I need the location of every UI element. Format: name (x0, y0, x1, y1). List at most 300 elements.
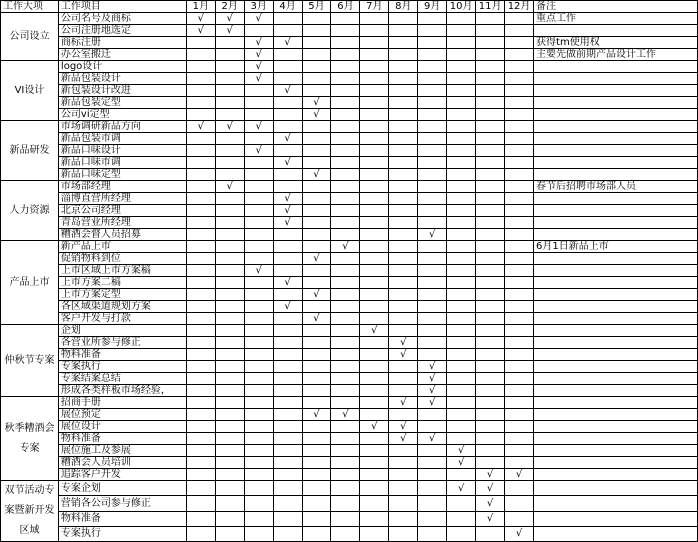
month-cell[interactable] (186, 337, 215, 349)
check-mark-cell[interactable]: √ (360, 421, 389, 433)
category-cell[interactable]: 秋季糟酒会专案 (1, 397, 59, 481)
month-cell[interactable] (476, 409, 505, 421)
month-cell[interactable] (273, 337, 302, 349)
month-cell[interactable] (505, 301, 534, 313)
month-cell[interactable] (389, 481, 418, 496)
month-cell[interactable] (389, 469, 418, 481)
remark-cell[interactable] (534, 337, 698, 349)
month-cell[interactable] (505, 481, 534, 496)
month-cell[interactable] (331, 445, 360, 457)
month-cell[interactable] (360, 337, 389, 349)
month-cell[interactable] (360, 457, 389, 469)
month-cell[interactable] (360, 61, 389, 73)
month-cell[interactable] (302, 145, 331, 157)
check-mark-cell[interactable]: √ (215, 181, 244, 193)
month-cell[interactable] (389, 445, 418, 457)
check-mark-cell[interactable]: √ (302, 409, 331, 421)
month-cell[interactable] (215, 526, 244, 541)
month-cell[interactable] (360, 169, 389, 181)
month-cell[interactable] (447, 49, 476, 61)
month-cell[interactable] (476, 361, 505, 373)
month-cell[interactable] (302, 205, 331, 217)
month-cell[interactable] (360, 253, 389, 265)
month-cell[interactable] (360, 73, 389, 85)
month-cell[interactable] (302, 13, 331, 25)
month-cell[interactable] (302, 241, 331, 253)
month-cell[interactable] (244, 133, 273, 145)
month-cell[interactable] (244, 229, 273, 241)
category-cell[interactable]: 公司设立 (1, 13, 59, 61)
month-cell[interactable] (244, 526, 273, 541)
item-cell[interactable]: 新品口味定型 (58, 169, 186, 181)
month-cell[interactable] (418, 313, 447, 325)
month-cell[interactable] (331, 526, 360, 541)
month-cell[interactable] (505, 265, 534, 277)
item-cell[interactable]: 专案企划 (58, 481, 186, 496)
month-cell[interactable] (505, 133, 534, 145)
month-cell[interactable] (505, 496, 534, 511)
item-cell[interactable]: 上市方案定型 (58, 289, 186, 301)
month-cell[interactable] (360, 526, 389, 541)
month-cell[interactable] (476, 457, 505, 469)
month-cell[interactable] (215, 397, 244, 409)
month-cell[interactable] (302, 25, 331, 37)
month-cell[interactable] (302, 73, 331, 85)
month-cell[interactable] (215, 73, 244, 85)
month-cell[interactable] (476, 421, 505, 433)
month-cell[interactable] (389, 511, 418, 526)
month-cell[interactable] (476, 373, 505, 385)
month-cell[interactable] (331, 133, 360, 145)
month-cell[interactable] (302, 85, 331, 97)
month-cell[interactable] (273, 496, 302, 511)
month-cell[interactable] (476, 349, 505, 361)
month-cell[interactable] (215, 457, 244, 469)
month-cell[interactable] (244, 421, 273, 433)
month-cell[interactable] (389, 25, 418, 37)
month-cell[interactable] (360, 37, 389, 49)
month-cell[interactable] (418, 205, 447, 217)
month-cell[interactable] (418, 325, 447, 337)
month-cell[interactable] (215, 421, 244, 433)
month-cell[interactable] (505, 205, 534, 217)
month-cell[interactable] (505, 397, 534, 409)
month-cell[interactable] (476, 229, 505, 241)
item-cell[interactable]: 追踪客户开发 (58, 469, 186, 481)
month-cell[interactable] (447, 496, 476, 511)
month-cell[interactable] (505, 361, 534, 373)
month-cell[interactable] (331, 421, 360, 433)
month-cell[interactable] (273, 397, 302, 409)
month-cell[interactable] (389, 13, 418, 25)
month-cell[interactable] (331, 61, 360, 73)
item-cell[interactable]: 上市方案二稿 (58, 277, 186, 289)
check-mark-cell[interactable]: √ (302, 109, 331, 121)
category-cell[interactable]: 新品研发 (1, 121, 59, 181)
check-mark-cell[interactable]: √ (389, 349, 418, 361)
month-cell[interactable] (186, 157, 215, 169)
month-cell[interactable] (389, 49, 418, 61)
item-cell[interactable]: 形成各类样板市场经验， (58, 385, 186, 397)
month-cell[interactable] (244, 409, 273, 421)
item-cell[interactable]: 企划 (58, 325, 186, 337)
month-cell[interactable] (360, 313, 389, 325)
check-mark-cell[interactable]: √ (389, 337, 418, 349)
month-cell[interactable] (360, 241, 389, 253)
month-cell[interactable] (418, 445, 447, 457)
month-cell[interactable] (331, 481, 360, 496)
month-cell[interactable] (389, 193, 418, 205)
month-cell[interactable] (505, 421, 534, 433)
month-cell[interactable] (360, 49, 389, 61)
month-cell[interactable] (331, 301, 360, 313)
remark-cell[interactable]: 获得tm使用权 (534, 37, 698, 49)
month-cell[interactable] (505, 349, 534, 361)
month-cell[interactable] (186, 349, 215, 361)
check-mark-cell[interactable]: √ (476, 496, 505, 511)
month-cell[interactable] (447, 61, 476, 73)
month-cell[interactable] (302, 229, 331, 241)
month-cell[interactable] (360, 361, 389, 373)
month-cell[interactable] (273, 61, 302, 73)
month-cell[interactable] (389, 181, 418, 193)
month-cell[interactable] (447, 181, 476, 193)
month-cell[interactable] (476, 385, 505, 397)
month-cell[interactable] (476, 97, 505, 109)
remark-cell[interactable] (534, 217, 698, 229)
month-cell[interactable] (447, 301, 476, 313)
month-cell[interactable] (447, 217, 476, 229)
month-cell[interactable] (476, 325, 505, 337)
month-cell[interactable] (505, 445, 534, 457)
month-cell[interactable] (505, 73, 534, 85)
month-cell[interactable] (505, 325, 534, 337)
remark-cell[interactable] (534, 481, 698, 496)
category-cell[interactable]: 人力资源 (1, 181, 59, 241)
month-cell[interactable] (186, 496, 215, 511)
month-cell[interactable] (302, 526, 331, 541)
month-cell[interactable] (215, 241, 244, 253)
month-cell[interactable] (447, 109, 476, 121)
item-cell[interactable]: 专案执行 (58, 526, 186, 541)
month-cell[interactable] (302, 511, 331, 526)
month-cell[interactable] (389, 526, 418, 541)
month-cell[interactable] (244, 361, 273, 373)
item-cell[interactable]: 新品包装定型 (58, 97, 186, 109)
month-cell[interactable] (389, 301, 418, 313)
month-cell[interactable] (389, 277, 418, 289)
month-cell[interactable] (215, 277, 244, 289)
month-cell[interactable] (418, 265, 447, 277)
month-cell[interactable] (215, 313, 244, 325)
month-cell[interactable] (244, 481, 273, 496)
header-month[interactable]: 2月 (215, 1, 244, 13)
check-mark-cell[interactable]: √ (186, 13, 215, 25)
month-cell[interactable] (505, 145, 534, 157)
month-cell[interactable] (302, 301, 331, 313)
month-cell[interactable] (302, 181, 331, 193)
remark-cell[interactable] (534, 349, 698, 361)
month-cell[interactable] (389, 253, 418, 265)
item-cell[interactable]: 新包装设计改进 (58, 85, 186, 97)
header-month[interactable]: 10月 (447, 1, 476, 13)
month-cell[interactable] (389, 217, 418, 229)
month-cell[interactable] (418, 511, 447, 526)
month-cell[interactable] (215, 169, 244, 181)
month-cell[interactable] (360, 25, 389, 37)
item-cell[interactable]: 青岛营业所经理 (58, 217, 186, 229)
month-cell[interactable] (186, 109, 215, 121)
month-cell[interactable] (302, 61, 331, 73)
month-cell[interactable] (360, 349, 389, 361)
month-cell[interactable] (331, 337, 360, 349)
month-cell[interactable] (447, 289, 476, 301)
remark-cell[interactable] (534, 277, 698, 289)
month-cell[interactable] (331, 457, 360, 469)
month-cell[interactable] (215, 205, 244, 217)
month-cell[interactable] (331, 397, 360, 409)
remark-cell[interactable] (534, 193, 698, 205)
month-cell[interactable] (389, 61, 418, 73)
month-cell[interactable] (447, 85, 476, 97)
month-cell[interactable] (389, 409, 418, 421)
month-cell[interactable] (505, 109, 534, 121)
month-cell[interactable] (360, 373, 389, 385)
month-cell[interactable] (331, 13, 360, 25)
month-cell[interactable] (186, 361, 215, 373)
month-cell[interactable] (331, 181, 360, 193)
month-cell[interactable] (447, 373, 476, 385)
check-mark-cell[interactable]: √ (186, 25, 215, 37)
category-cell[interactable]: 产品上市 (1, 241, 59, 325)
month-cell[interactable] (302, 133, 331, 145)
month-cell[interactable] (215, 109, 244, 121)
month-cell[interactable] (447, 361, 476, 373)
month-cell[interactable] (331, 325, 360, 337)
month-cell[interactable] (447, 409, 476, 421)
month-cell[interactable] (360, 409, 389, 421)
month-cell[interactable] (302, 157, 331, 169)
month-cell[interactable] (505, 157, 534, 169)
month-cell[interactable] (186, 49, 215, 61)
header-month[interactable]: 4月 (273, 1, 302, 13)
month-cell[interactable] (418, 37, 447, 49)
month-cell[interactable] (360, 301, 389, 313)
month-cell[interactable] (418, 469, 447, 481)
category-cell[interactable]: VI设计 (1, 61, 59, 121)
month-cell[interactable] (389, 313, 418, 325)
month-cell[interactable] (244, 277, 273, 289)
month-cell[interactable] (389, 85, 418, 97)
month-cell[interactable] (331, 145, 360, 157)
month-cell[interactable] (302, 49, 331, 61)
month-cell[interactable] (331, 361, 360, 373)
item-cell[interactable]: 糟酒会人员培训 (58, 457, 186, 469)
month-cell[interactable] (389, 109, 418, 121)
remark-cell[interactable] (534, 457, 698, 469)
month-cell[interactable] (273, 253, 302, 265)
check-mark-cell[interactable]: √ (476, 481, 505, 496)
month-cell[interactable] (215, 361, 244, 373)
month-cell[interactable] (505, 169, 534, 181)
month-cell[interactable] (360, 469, 389, 481)
month-cell[interactable] (186, 241, 215, 253)
month-cell[interactable] (389, 229, 418, 241)
month-cell[interactable] (418, 241, 447, 253)
header-month[interactable]: 11月 (476, 1, 505, 13)
header-item[interactable]: 工作项目 (58, 1, 186, 13)
month-cell[interactable] (360, 217, 389, 229)
month-cell[interactable] (215, 253, 244, 265)
check-mark-cell[interactable]: √ (505, 526, 534, 541)
header-remark[interactable]: 备注 (534, 1, 698, 13)
month-cell[interactable] (447, 133, 476, 145)
remark-cell[interactable] (534, 229, 698, 241)
remark-cell[interactable]: 重点工作 (534, 13, 698, 25)
remark-cell[interactable] (534, 169, 698, 181)
month-cell[interactable] (215, 37, 244, 49)
month-cell[interactable] (476, 133, 505, 145)
item-cell[interactable]: 新品口味市调 (58, 157, 186, 169)
item-cell[interactable]: 北京公司经理 (58, 205, 186, 217)
month-cell[interactable] (186, 511, 215, 526)
month-cell[interactable] (418, 145, 447, 157)
item-cell[interactable]: 市场调研新品方向 (58, 121, 186, 133)
month-cell[interactable] (215, 301, 244, 313)
item-cell[interactable]: 新品口味设计 (58, 145, 186, 157)
month-cell[interactable] (215, 157, 244, 169)
month-cell[interactable] (447, 73, 476, 85)
month-cell[interactable] (273, 469, 302, 481)
month-cell[interactable] (302, 433, 331, 445)
check-mark-cell[interactable]: √ (273, 37, 302, 49)
item-cell[interactable]: 商标注册 (58, 37, 186, 49)
item-cell[interactable]: logo设计 (58, 61, 186, 73)
month-cell[interactable] (360, 97, 389, 109)
month-cell[interactable] (476, 397, 505, 409)
check-mark-cell[interactable]: √ (418, 229, 447, 241)
month-cell[interactable] (360, 511, 389, 526)
item-cell[interactable]: 展位施工及参展 (58, 445, 186, 457)
month-cell[interactable] (418, 13, 447, 25)
month-cell[interactable] (447, 469, 476, 481)
month-cell[interactable] (418, 49, 447, 61)
month-cell[interactable] (505, 241, 534, 253)
month-cell[interactable] (273, 121, 302, 133)
item-cell[interactable]: 各区域渠道规划方案 (58, 301, 186, 313)
remark-cell[interactable] (534, 205, 698, 217)
month-cell[interactable] (186, 229, 215, 241)
month-cell[interactable] (476, 169, 505, 181)
month-cell[interactable] (418, 25, 447, 37)
month-cell[interactable] (360, 109, 389, 121)
month-cell[interactable] (418, 253, 447, 265)
item-cell[interactable]: 糟酒会督人员招募 (58, 229, 186, 241)
month-cell[interactable] (215, 217, 244, 229)
month-cell[interactable] (215, 409, 244, 421)
month-cell[interactable] (476, 49, 505, 61)
month-cell[interactable] (476, 25, 505, 37)
remark-cell[interactable] (534, 397, 698, 409)
month-cell[interactable] (476, 109, 505, 121)
month-cell[interactable] (186, 61, 215, 73)
check-mark-cell[interactable]: √ (389, 433, 418, 445)
remark-cell[interactable] (534, 469, 698, 481)
remark-cell[interactable] (534, 25, 698, 37)
month-cell[interactable] (302, 337, 331, 349)
month-cell[interactable] (244, 385, 273, 397)
month-cell[interactable] (447, 397, 476, 409)
month-cell[interactable] (389, 385, 418, 397)
month-cell[interactable] (186, 253, 215, 265)
month-cell[interactable] (360, 181, 389, 193)
month-cell[interactable] (331, 265, 360, 277)
month-cell[interactable] (447, 349, 476, 361)
month-cell[interactable] (331, 157, 360, 169)
header-month[interactable]: 5月 (302, 1, 331, 13)
month-cell[interactable] (186, 481, 215, 496)
month-cell[interactable] (360, 289, 389, 301)
month-cell[interactable] (273, 313, 302, 325)
category-cell[interactable]: 仲秋节专案 (1, 325, 59, 397)
month-cell[interactable] (389, 97, 418, 109)
month-cell[interactable] (273, 241, 302, 253)
month-cell[interactable] (215, 445, 244, 457)
month-cell[interactable] (215, 229, 244, 241)
month-cell[interactable] (186, 181, 215, 193)
month-cell[interactable] (186, 526, 215, 541)
check-mark-cell[interactable]: √ (331, 241, 360, 253)
month-cell[interactable] (418, 337, 447, 349)
month-cell[interactable] (273, 526, 302, 541)
item-cell[interactable]: 公司注册地选定 (58, 25, 186, 37)
month-cell[interactable] (476, 181, 505, 193)
month-cell[interactable] (186, 73, 215, 85)
month-cell[interactable] (244, 445, 273, 457)
remark-cell[interactable] (534, 157, 698, 169)
month-cell[interactable] (273, 325, 302, 337)
month-cell[interactable] (244, 349, 273, 361)
month-cell[interactable] (476, 253, 505, 265)
month-cell[interactable] (215, 433, 244, 445)
month-cell[interactable] (418, 109, 447, 121)
month-cell[interactable] (244, 469, 273, 481)
header-month[interactable]: 12月 (505, 1, 534, 13)
month-cell[interactable] (389, 289, 418, 301)
month-cell[interactable] (360, 133, 389, 145)
month-cell[interactable] (331, 433, 360, 445)
month-cell[interactable] (244, 337, 273, 349)
month-cell[interactable] (215, 511, 244, 526)
check-mark-cell[interactable]: √ (273, 133, 302, 145)
month-cell[interactable] (418, 97, 447, 109)
month-cell[interactable] (505, 511, 534, 526)
month-cell[interactable] (215, 97, 244, 109)
month-cell[interactable] (360, 193, 389, 205)
month-cell[interactable] (505, 217, 534, 229)
month-cell[interactable] (331, 511, 360, 526)
month-cell[interactable] (244, 169, 273, 181)
month-cell[interactable] (215, 496, 244, 511)
remark-cell[interactable] (534, 325, 698, 337)
month-cell[interactable] (418, 496, 447, 511)
item-cell[interactable]: 专案执行 (58, 361, 186, 373)
check-mark-cell[interactable]: √ (447, 481, 476, 496)
month-cell[interactable] (476, 121, 505, 133)
month-cell[interactable] (418, 277, 447, 289)
month-cell[interactable] (331, 313, 360, 325)
month-cell[interactable] (244, 289, 273, 301)
